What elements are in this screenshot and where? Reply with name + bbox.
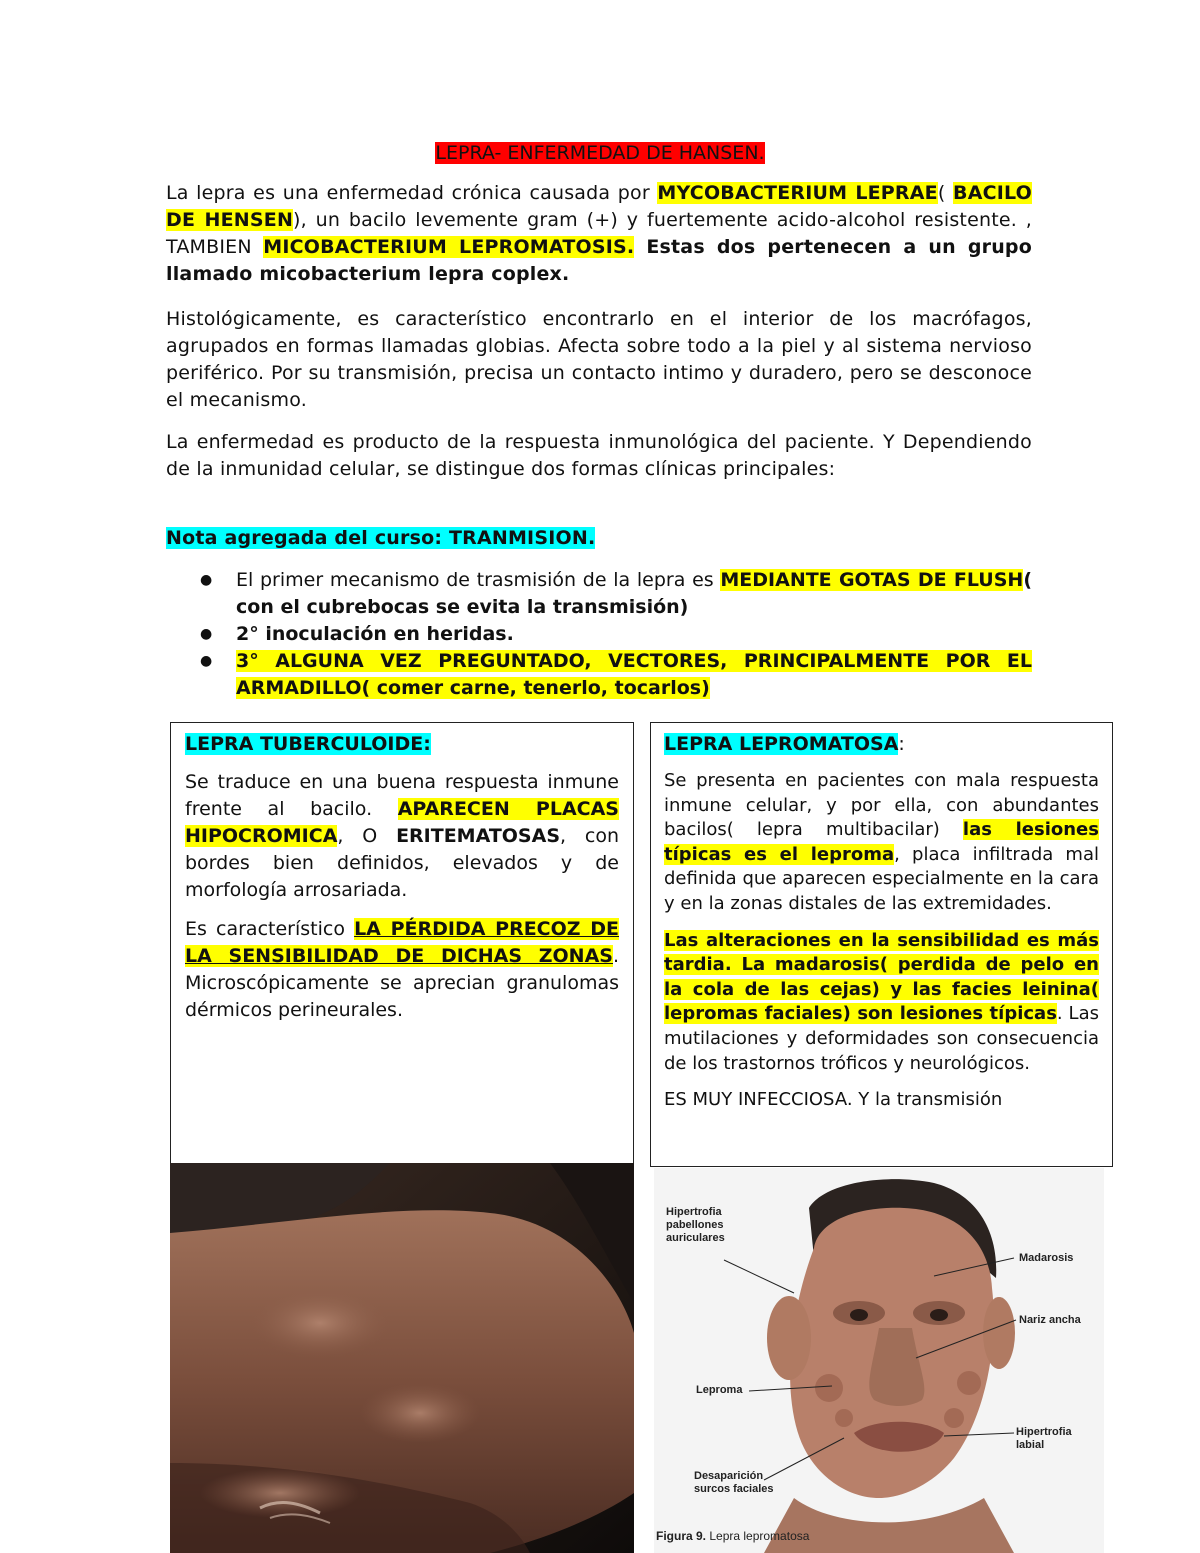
histology-paragraph: Histológicamente, es característico encontrarlo en el interior de los macrófagos, agrupados en formas llamadas globias. Afecta sobre todo a la piel y al sistema nervioso periférico. Por su transmisión, precisa un contacto intimo y duradero, pero se desconoce el mecanismo. [166, 308, 1032, 411]
label-leproma: Leproma [696, 1384, 743, 1396]
lepromatosa-box [650, 722, 1113, 1167]
micobacterium-lepromatosis-highlight: MICOBACTERIUM LEPROMATOSIS. [263, 236, 635, 258]
list-item: ● El primer mecanismo de trasmisión de la lepra es MEDIANTE GOTAS DE FLUSH( con el cubrebocas se evita la transmisión) [236, 567, 1032, 621]
disease-paragraph: La enfermedad es producto de la respuesta inmunológica del paciente. Y Dependiendo de la inmunidad celular, se distingue dos formas clínicas principales: [166, 431, 1032, 480]
lepromatosa-paragraph-2: Las alteraciones en la sensibilidad es más tardia. La madarosis( perdida de pelo en la cola de las cejas) y las facies leinina( lepromas faciales) son lesiones típicas. Las mutilaciones y deformidades son consecuencia de los trastornos tróficos y neurológicos. [664, 929, 1099, 1074]
tuberculoide-heading: LEPRA TUBERCULOIDE: [185, 733, 431, 755]
note-heading: Nota agregada del curso: TRANMISION. [166, 527, 596, 549]
elbow-lesion-illustration [170, 1163, 634, 1553]
label-nariz-ancha: Nariz ancha [1019, 1314, 1081, 1326]
elbow-lesion-photo [170, 1163, 634, 1553]
tuberculoide-box [170, 722, 634, 1167]
list-item: ● 3° ALGUNA VEZ PREGUNTADO, VECTORES, PRINCIPALMENTE POR EL ARMADILLO( comer carne, tenerlo, tocarlos) [236, 648, 1032, 702]
document-title: LEPRA- ENFERMEDAD DE HANSEN. [435, 142, 765, 164]
tuberculoide-paragraph-1: Se traduce en una buena respuesta inmune frente al bacilo. APARECEN PLACAS HIPOCROMICA, O ERITEMATOSAS, con bordes bien definidos, elevados y de morfología arrosariada. [185, 771, 619, 901]
mycobacterium-leprae-highlight: MYCOBACTERIUM LEPRAE [657, 182, 938, 204]
label-hipertrofia-pabellones: Hipertrofia pabellones auriculares [666, 1206, 725, 1244]
figure-caption: Figura 9. Lepra lepromatosa [656, 1529, 810, 1543]
lepromatosa-paragraph-3: ES MUY INFECCIOSA. Y la transmisión [664, 1089, 1003, 1111]
lepromatous-face-figure [654, 1168, 1104, 1553]
label-hipertrofia-labial: Hipertrofia labial [1016, 1426, 1072, 1451]
label-desaparicion-surcos: Desaparición surcos faciales [694, 1470, 774, 1495]
transmission-list [166, 567, 1032, 702]
label-madarosis: Madarosis [1019, 1252, 1074, 1264]
intro-paragraph: La lepra es una enfermedad crónica causada por MYCOBACTERIUM LEPRAE( BACILO DE HENSEN), un bacilo levemente gram (+) y fuertemente acido-alcohol resistente. , TAMBIEN MICOBACTERIUM LEPROMATOSIS. Estas dos pertenecen a un grupo llamado micobacterium lepra coplex. [166, 182, 1032, 285]
list-item: ● 2° inoculación en heridas. [236, 621, 1032, 648]
tuberculoide-paragraph-2: Es característico LA PÉRDIDA PRECOZ DE LA SENSIBILIDAD DE DICHAS ZONAS. Microscópicamente se aprecian granulomas dérmicos perineurales. [185, 918, 619, 1021]
lepromatosa-heading: LEPRA LEPROMATOSA: [664, 733, 905, 755]
lepromatosa-paragraph-1: Se presenta en pacientes con mala respuesta inmune celular, y por ella, con abundantes bacilos( lepra multibacilar) las lesiones típicas es el leproma, placa infiltrada mal definida que aparecen especialmente en la cara y en la zonas distales de las extremidades. [664, 770, 1099, 914]
bacilo-hensen-highlight: BACILO DE HENSEN [166, 182, 1032, 231]
